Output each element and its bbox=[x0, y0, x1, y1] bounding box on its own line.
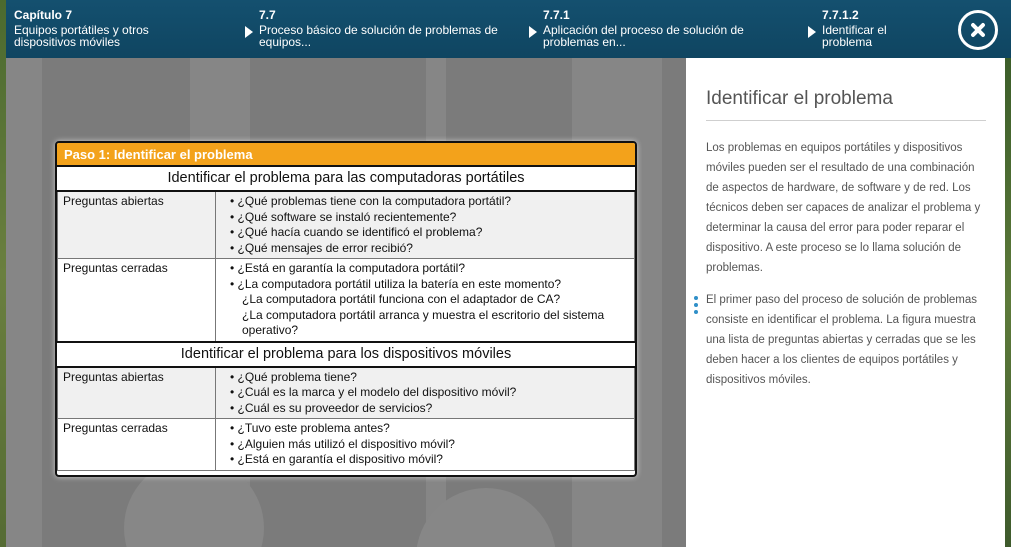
panel-paragraph-2: El primer paso del proceso de solución de problemas consiste en identificar el problema. La figura muestra una lista de preguntas abiertas y cerradas que se les deben hacer a los clientes de equipos portátiles y dispositivos móviles. bbox=[706, 294, 978, 386]
breadcrumb-item-subsection[interactable] bbox=[543, 9, 773, 48]
question-list bbox=[216, 191, 635, 259]
table-row bbox=[58, 259, 635, 342]
list-item: • ¿La computadora portátil utiliza la batería en este momento? bbox=[230, 276, 562, 291]
list-item: • ¿Tuvo este problema antes? bbox=[230, 421, 390, 435]
panel-title: Identificar el problema bbox=[706, 88, 986, 121]
table-row bbox=[58, 191, 635, 259]
list-item: • ¿Está en garantía la computadora portátil? bbox=[230, 261, 466, 275]
question-list bbox=[216, 259, 635, 342]
close-icon[interactable] bbox=[958, 10, 998, 50]
problem-table-card bbox=[55, 141, 637, 477]
table-section-heading bbox=[58, 342, 635, 367]
breadcrumb-title: Proceso básico de solución de problemas de equipos... bbox=[259, 23, 498, 49]
breadcrumb-item-section[interactable] bbox=[259, 9, 509, 48]
chevron-right-icon bbox=[529, 26, 537, 38]
row-label: Preguntas cerradas bbox=[58, 259, 216, 342]
list-item: ¿La computadora portátil funciona con el adaptador de CA? bbox=[242, 292, 561, 306]
table-section-heading bbox=[58, 167, 635, 191]
list-item: • ¿Está en garantía el dispositivo móvil? bbox=[230, 452, 443, 466]
list-item: • ¿Cuál es la marca y el modelo del dispositivo móvil? bbox=[230, 385, 517, 399]
question-list bbox=[216, 367, 635, 419]
list-item: • ¿Qué software se instaló recientemente? bbox=[230, 209, 457, 224]
section-heading-mobile: Identificar el problema para los dispositivos móviles bbox=[58, 342, 635, 367]
card-title: Paso 1: Identificar el problema bbox=[57, 143, 635, 167]
breadcrumb-item-chapter[interactable] bbox=[14, 9, 214, 48]
panel-paragraph-1: Los problemas en equipos portátiles y dispositivos móviles pueden ser el resultado de una combinación de aspectos de hardware, de software y de red. Los técnicos deben ser capaces de analizar el problema y determinar la causa del error para poder reparar el dispositivo. A este proceso se lo llama solución de problemas. bbox=[706, 142, 981, 274]
questions-table bbox=[57, 167, 635, 471]
question-list bbox=[216, 419, 635, 471]
text-panel[interactable] bbox=[686, 58, 1005, 547]
list-item: • ¿Alguien más utilizó el dispositivo móvil? bbox=[230, 436, 455, 451]
breadcrumb-header bbox=[0, 0, 1011, 58]
breadcrumb-title: Equipos portátiles y otros dispositivos móviles bbox=[14, 23, 149, 49]
list-item: • ¿Cuál es su proveedor de servicios? bbox=[230, 400, 433, 415]
breadcrumb-title: Identificar el problema bbox=[822, 23, 887, 49]
breadcrumb-number: Capítulo 7 bbox=[14, 8, 73, 22]
table-row bbox=[58, 367, 635, 419]
right-edge-decoration bbox=[1005, 58, 1011, 547]
row-label: Preguntas abiertas bbox=[58, 367, 216, 419]
more-options-icon[interactable] bbox=[694, 296, 700, 317]
breadcrumb-number: 7.7 bbox=[259, 8, 276, 22]
breadcrumb-number: 7.7.1.2 bbox=[822, 8, 859, 22]
chevron-right-icon bbox=[808, 26, 816, 38]
list-item: • ¿Qué problema tiene? bbox=[230, 369, 357, 384]
row-label: Preguntas cerradas bbox=[58, 419, 216, 471]
media-area bbox=[6, 58, 686, 547]
list-item: • ¿Qué problemas tiene con la computadora portátil? bbox=[230, 194, 512, 208]
table-row bbox=[58, 419, 635, 471]
breadcrumb-title: Aplicación del proceso de solución de problemas en... bbox=[543, 23, 744, 49]
row-label: Preguntas abiertas bbox=[58, 191, 216, 259]
background-stripe bbox=[6, 58, 42, 547]
breadcrumb-number: 7.7.1 bbox=[543, 8, 570, 22]
list-item: • ¿Qué mensajes de error recibió? bbox=[230, 240, 413, 255]
breadcrumb-item-topic[interactable] bbox=[822, 9, 912, 48]
section-heading-laptops: Identificar el problema para las computadoras portátiles bbox=[58, 167, 635, 191]
chevron-right-icon bbox=[245, 26, 253, 38]
list-item: • ¿Qué hacía cuando se identificó el problema? bbox=[230, 225, 483, 239]
list-item: ¿La computadora portátil arranca y muestra el escritorio del sistema operativo? bbox=[242, 307, 605, 337]
